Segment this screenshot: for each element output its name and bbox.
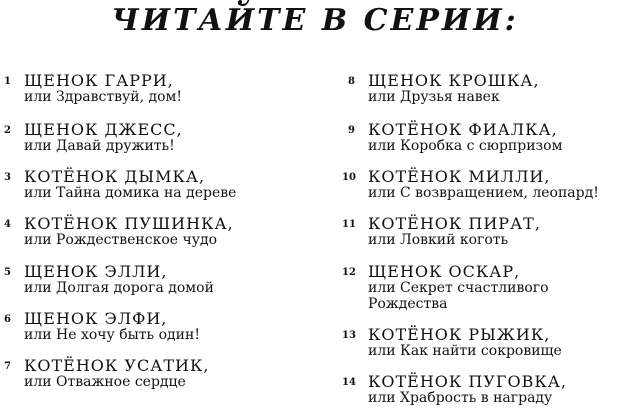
book-subtitle-line: или Как найти сокровище — [368, 343, 562, 359]
book-subtitle-line: или Секрет счастливого — [368, 280, 549, 296]
book-subtitle — [368, 390, 552, 406]
book-number: 3 — [4, 172, 11, 183]
book-subtitle — [24, 185, 236, 201]
book-title: ЩЕНОК ГАРРИ, — [24, 71, 174, 90]
book-subtitle-line: или Друзья навек — [368, 89, 500, 105]
book-subtitle — [368, 343, 562, 359]
book-title: КОТЁНОК УСАТИК, — [24, 356, 210, 375]
book-subtitle — [24, 89, 182, 105]
book-number: 1 — [4, 76, 11, 87]
book-subtitle-line: или Храбрость в награду — [368, 390, 553, 406]
book-subtitle — [24, 232, 217, 248]
book-title: КОТЁНОК ПУШИНКА, — [24, 214, 234, 233]
book-title: ЩЕНОК ЭЛЛИ, — [24, 262, 168, 281]
book-number: 14 — [342, 377, 356, 388]
book-title: ЩЕНОК ДЖЕСС, — [24, 120, 183, 139]
page-title: ЧИТАЙТЕ В СЕРИИ: — [111, 3, 519, 38]
book-title: ЩЕНОК ЭЛФИ, — [24, 309, 168, 328]
book-title: ЩЕНОК ОСКАР, — [368, 262, 521, 281]
book-number: 12 — [342, 267, 356, 278]
book-title: КОТЁНОК МИЛЛИ, — [368, 167, 551, 186]
book-subtitle-line: или Ловкий коготь — [368, 232, 509, 248]
book-number: 6 — [4, 314, 11, 325]
book-subtitle-line: или Рождественское чудо — [24, 232, 218, 248]
book-subtitle — [368, 232, 508, 248]
book-subtitle — [368, 89, 500, 105]
book-subtitle-line: или Долгая дорога домой — [24, 280, 214, 296]
book-number: 10 — [342, 172, 356, 183]
book-number: 9 — [348, 125, 355, 136]
book-subtitle — [24, 138, 175, 154]
book-subtitle — [368, 280, 549, 312]
book-title: КОТЁНОК ФИАЛКА, — [368, 120, 558, 139]
book-subtitle — [368, 138, 563, 154]
book-number: 7 — [4, 361, 11, 372]
book-subtitle-line: или Коробка с сюрпризом — [368, 138, 563, 154]
book-subtitle-line: или Здравствуй, дом! — [24, 89, 183, 105]
book-subtitle-line: или Не хочу быть один! — [24, 327, 200, 343]
book-subtitle-line: или Тайна домика на дереве — [24, 185, 237, 201]
book-subtitle — [368, 185, 599, 201]
book-subtitle — [24, 374, 186, 390]
book-title: КОТЁНОК ДЫМКА, — [24, 167, 206, 186]
book-number: 8 — [348, 76, 355, 87]
book-number: 5 — [4, 267, 11, 278]
book-title: ЩЕНОК КРОШКА, — [368, 71, 540, 90]
book-number: 11 — [342, 219, 356, 230]
book-subtitle-line: или Отважное сердце — [24, 374, 186, 390]
book-number: 13 — [342, 330, 356, 341]
book-number: 4 — [4, 219, 11, 230]
book-subtitle — [24, 327, 200, 343]
book-subtitle-line: или Давай дружить! — [24, 138, 175, 154]
book-title: КОТЁНОК ПИРАТ, — [368, 214, 541, 233]
book-title: КОТЁНОК ПУГОВКА, — [368, 372, 567, 391]
book-title: КОТЁНОК РЫЖИК, — [368, 325, 551, 344]
book-subtitle-line: или С возвращением, леопард! — [368, 185, 599, 201]
book-subtitle-line: Рождества — [368, 296, 448, 312]
book-number: 2 — [4, 125, 11, 136]
book-subtitle — [24, 280, 214, 296]
